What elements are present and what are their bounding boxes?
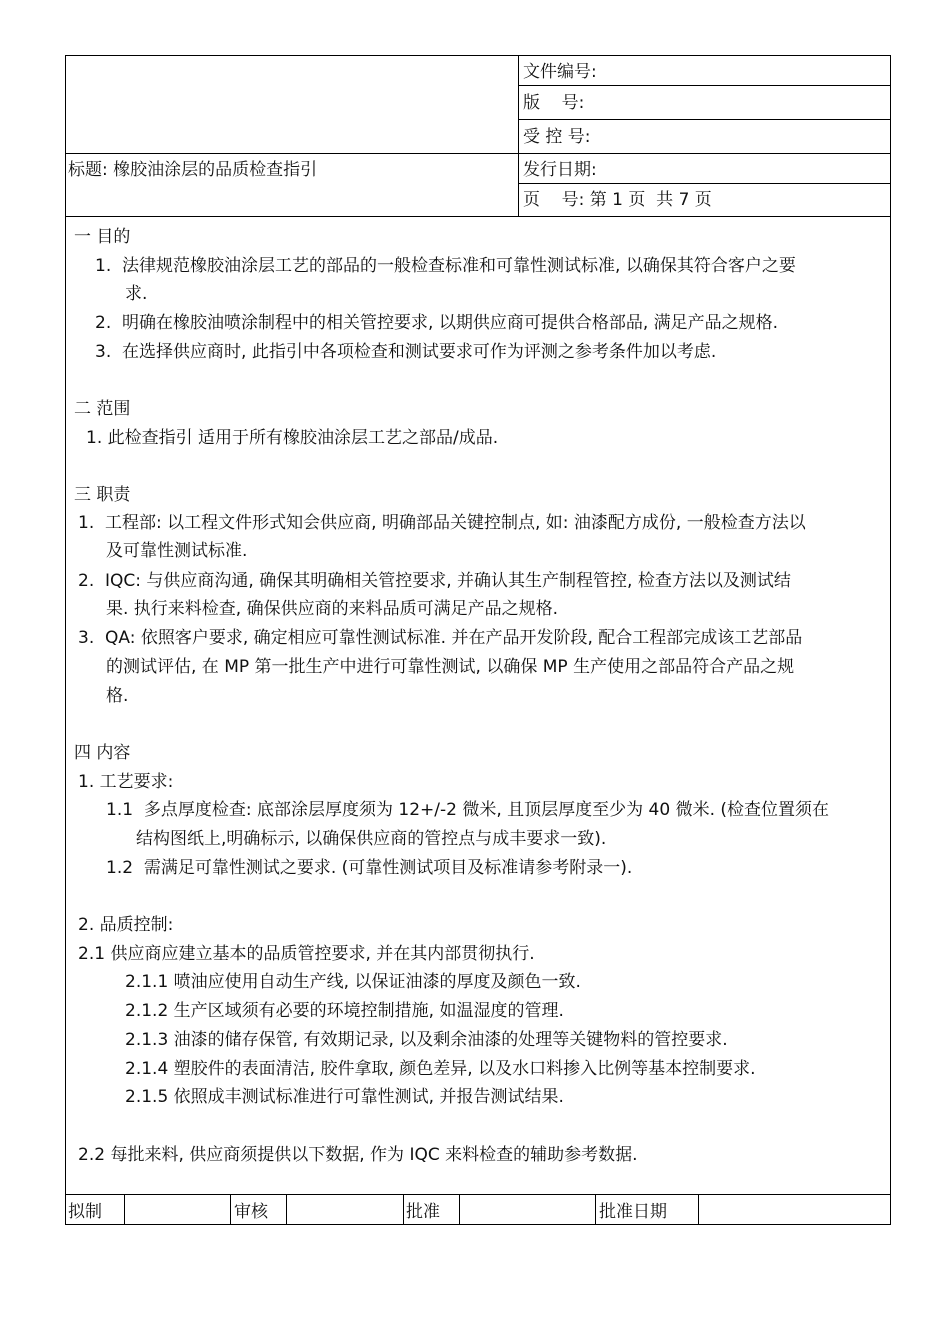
header-divider xyxy=(518,55,519,217)
purpose-item: 3. 在选择供应商时, 此指引中各项检查和测试要求可作为评测之参考条件加以考虑. xyxy=(95,342,717,362)
process-requirements-title: 1. 工艺要求: xyxy=(78,772,174,792)
process-item: 1.2 需满足可靠性测试之要求. (可靠性测试项目及标准请参考附录一). xyxy=(106,858,633,878)
footer-divider xyxy=(698,1194,699,1225)
responsibility-item: 的测试评估, 在 MP 第一批生产中进行可靠性测试, 以确保 MP 生产使用之部品符合产品之规 xyxy=(106,657,795,677)
footer-divider xyxy=(403,1194,404,1225)
process-item: 1.1 多点厚度检查: 底部涂层厚度须为 12+/-2 微米, 且顶层厚度至少为 40 微米. (检查位置须在 xyxy=(106,800,830,820)
section-heading-content: 四 内容 xyxy=(74,743,131,763)
responsibility-item: 2. IQC: 与供应商沟通, 确保其明确相关管控要求, 并确认其生产制程管控, 检查方法以及测试结 xyxy=(78,571,791,591)
section-heading-responsibility: 三 职责 xyxy=(74,485,131,505)
quality-subitem: 2.1.3 油漆的储存保管, 有效期记录, 以及剩余油漆的处理等关键物料的管控要求. xyxy=(125,1030,728,1050)
header-row-line xyxy=(518,119,891,120)
reviewed-label: 审核 xyxy=(234,1202,268,1222)
quality-control-title: 2. 品质控制: xyxy=(78,915,174,935)
version-label: 版 号: xyxy=(523,93,585,113)
approved-label: 批准 xyxy=(406,1202,440,1222)
issue-date-label: 发行日期: xyxy=(523,160,597,180)
drafted-label: 拟制 xyxy=(68,1202,102,1222)
header-row-line xyxy=(518,85,891,86)
footer-top-line xyxy=(65,1194,891,1195)
footer-divider xyxy=(230,1194,231,1225)
footer-divider xyxy=(459,1194,460,1225)
purpose-item: 1. 法律规范橡胶油涂层工艺的部品的一般检查标准和可靠性测试标准, 以确保其符合客户之要 xyxy=(95,256,796,276)
responsibility-item: 3. QA: 依照客户要求, 确定相应可靠性测试标准. 并在产品开发阶段, 配合工程部完成该工艺部品 xyxy=(78,628,803,648)
approval-date-label: 批准日期 xyxy=(599,1202,667,1222)
section-heading-scope: 二 范围 xyxy=(74,399,131,419)
footer-divider xyxy=(286,1194,287,1225)
header-row-line xyxy=(65,153,891,154)
footer-divider xyxy=(124,1194,125,1225)
quality-item-2-1: 2.1 供应商应建立基本的品质管控要求, 并在其内部贯彻执行. xyxy=(78,944,535,964)
process-item: 结构图纸上,明确标示, 以确保供应商的管控点与成丰要求一致). xyxy=(136,829,607,849)
responsibility-item: 及可靠性测试标准. xyxy=(106,541,248,561)
scope-item: 1. 此检查指引 适用于所有橡胶油涂层工艺之部品/成品. xyxy=(86,428,499,448)
doc-number-label: 文件编号: xyxy=(523,62,597,82)
responsibility-item: 格. xyxy=(106,686,129,706)
footer-divider xyxy=(595,1194,596,1225)
header-row-line xyxy=(518,183,891,184)
page-number-label: 页 号: 第 1 页 共 7 页 xyxy=(523,190,712,210)
quality-subitem: 2.1.2 生产区域须有必要的环境控制措施, 如温湿度的管理. xyxy=(125,1001,564,1021)
responsibility-item: 1. 工程部: 以工程文件形式知会供应商, 明确部品关键控制点, 如: 油漆配方成份, 一般检查方法以 xyxy=(78,513,806,533)
document-title: 标题: 橡胶油涂层的品质检查指引 xyxy=(68,160,318,180)
quality-subitem: 2.1.1 喷油应使用自动生产线, 以保证油漆的厚度及颜色一致. xyxy=(125,972,581,992)
section-heading-purpose: 一 目的 xyxy=(74,227,131,247)
responsibility-item: 果. 执行来料检查, 确保供应商的来料品质可满足产品之规格. xyxy=(106,599,559,619)
purpose-item: 2. 明确在橡胶油喷涂制程中的相关管控要求, 以期供应商可提供合格部品, 满足产品之规格. xyxy=(95,313,779,333)
quality-subitem: 2.1.4 塑胶件的表面清洁, 胶件拿取, 颜色差异, 以及水口料掺入比例等基本控制要求. xyxy=(125,1059,756,1079)
quality-item-2-2: 2.2 每批来料, 供应商须提供以下数据, 作为 IQC 来料检查的辅助参考数据. xyxy=(78,1145,638,1165)
header-bottom-line xyxy=(65,216,891,217)
quality-subitem: 2.1.5 依照成丰测试标准进行可靠性测试, 并报告测试结果. xyxy=(125,1087,564,1107)
control-number-label: 受 控 号: xyxy=(523,127,591,147)
purpose-item: 求. xyxy=(125,284,148,304)
